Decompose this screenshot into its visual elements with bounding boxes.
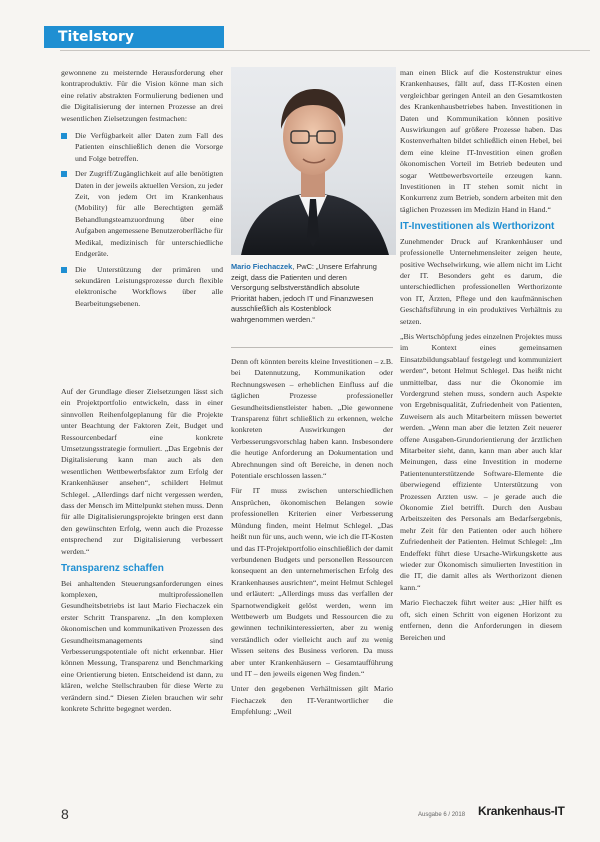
- column-1: [61, 67, 223, 315]
- bullet-item: Die Unterstützung der primären und sekundären Leistungsprozesse durch flexible elektronische Workflows über alle Bearbeitungsebenen.: [61, 264, 223, 310]
- body-paragraph: „Bis Wertschöpfung jedes einzelnen Projektes muss im Kontext eines gemeinsamen Einsatzbildungsablauf festgelegt und kommuniziert werden“, betont Helmut Schlegel. Das heißt nicht unmittelbar, dass nur die Ökonomie im Vordergrund stehen muss, sondern auch Aspekte von Ergebnisqualität, Zufriedenheit von Patienten, Zuweisern als auch Mitarbeitern müssen bewertet werden. „Wenn man aber die letzten Zeit neuerer offene Ausgaben-Grundorientierung der ärztlichen Mitarbeiter sieht, dann, kann man aber auch klar Meinungen, dass eine Investition in moderne Patientenunterstützende Software-Elemente die überwiegend effiziente Unterstützung von Prozessen Arzten usw. – je gerade auch die Ökonomie Ziel betrifft. Durch den Ausbau Arbeitszeiten des Personals am Bedarfsergebnis, mehr Zeit für den Patienten oder auch höhere Zufriedenheit der Patienten. Helmut Schlegel: „Im Endeffekt führt diese Ursache-Wirkungskette aus wieder zur Ökonomisch simulierten Investition in die IT, die damit alles als Werthorizont dienen kann.“: [400, 331, 562, 592]
- column-1-lower: [61, 386, 223, 718]
- photo-caption: [231, 262, 381, 326]
- portrait-illustration: [231, 67, 396, 255]
- section-title: Titelstory: [58, 29, 135, 45]
- body-paragraph: Für IT muss zwischen unterschiedlichen Ansprüchen, ökonomischen Belangen sowie professionellen Kriterien einer Verbesserung Mündung finden, meint Helmut Schlegel. „Das heißt nun für uns, auch wenn, wie ich die IT-Kosten und das IT-Projektportfolio einschließlich der damit verbundenen Budgets und personellen Ressourcen konsequent an den unternehmerischen Erfolg des Krankenhauses ausrichten“, meint Helmut Schlegel und erläutert: „Allerdings muss das verfallen der Sparnotwendigkeit gelöst werden, wenn im Wettbewerb um Budgets und Ressourcen die zu gewinnen technikinteressierten, aber zu wenig verständlich oder vielleicht auch auf zu wenig Wissen seitens des Business verloren. Da muss aber unter Krankenhäusern – Gesamtaufführung und IT – den jeweils eigenen Weg finden.“: [231, 486, 393, 678]
- body-paragraph: Zunehmender Druck auf Krankenhäuser und professionelle Unternehmensleiter zeigen heute, positive Wechselwirkung, wie allem nicht im Licht der IT. Besonders geht es darum, die unterschiedlichen professionellen Werthorizonte von IT, Ärzten, Pflege und den kaufmännischen Geschäftsführung in ein produktives Verhältnis zu setzen.: [400, 236, 562, 326]
- section-tag: [44, 26, 224, 48]
- subheading: IT-Investitionen als Werthorizont: [400, 221, 555, 233]
- portrait-photo: [231, 67, 396, 255]
- caption-rule: [231, 347, 393, 348]
- bullet-list: [61, 130, 223, 309]
- issue-label: Ausgabe 6 / 2018: [418, 812, 466, 818]
- column-3: [400, 67, 562, 647]
- body-paragraph: man einen Blick auf die Kostenstruktur eines Krankenhauses, fällt auf, dass IT-Kosten einen vergleichbar geringen Anteil an den Gesamtkosten des Krankenhausbetriebes haben. Investitionen in Daten und Kommunikation können positive Auswirkungen auf größere Prozesse haben. Das Kostenverhalten bildet schließlich einen Hebel, bei dem eine kleine IT-Investition einen großen ökonomischen Vorteil im Betrieb bedeuten und sogar Wettbewerbsvorteile erzeugen kann. Investitionen in IT stehen somit nicht in Konkurrenz zum Betrieb, sondern arbeiten mit den täglichen Prozessen im Medizin Hand in Hand.“: [400, 68, 562, 214]
- body-paragraph: Denn oft könnten bereits kleine Investitionen – z.B. bei Datennutzung, Kommunikation oder Rechnungswesen – erheblichen Einfluss auf die täglichen Prozesse professioneller Gesundheitsdienstleister haben. „Die gewonnene Transparenz führt schließlich zu erkennen, welche konkreten Auswirkungen der Verbesserungsvorschlag haben kann. Insbesondere die heutige Anforderung an Dokumentation und Abrechnungen sind oft Bereiche, in denen noch Potentiale erschlossen lassen.“: [231, 357, 393, 481]
- caption-name: Mario Fiechaczek: [231, 262, 293, 271]
- subheading: Transparenz schaffen: [61, 563, 164, 575]
- page-number: 8: [61, 806, 69, 822]
- intro-paragraph: gewonnene zu meisternde Herausforderung eher kontraproduktiv. Für die Vision könne man sich eine relativ abstrakten Formulierung bedienen und die Digitalisierung der internen Prozesse an drei wesentlichen Zielsetzungen festmachen:: [61, 68, 223, 123]
- bullet-item: Der Zugriff/Zugänglichkeit auf alle benötigten Daten in der jeweils aktuellen Version, zu jeder Zeit, von jedem Ort im Krankenhaus (Mobility) für alle Berechtigten gemäß Behandlungsteamzuordnung über eine Aufgaben angemessene Benutzeroberfläche für Medikal, medizinisch für unterschiedliche Endgeräte.: [61, 168, 223, 259]
- body-paragraph: Bei anhaltenden Steuerungsanforderungen eines komplexen, multiprofessionellen Gesundheitsbetriebs ist laut Mario Fiechaczek ein erster Schritt Transparenz. „In den komplexen ökonomischen und kommunikativen Prozessen des Gesundheitsmanagements sind Verbesserungspotentiale oft nicht erkennbar. Hier können Messung, Transparenz und Benchmarking eine Orientierung bieten. Entscheidend ist dann, zu klären, welche Stellschrauben für diese Werte zu verändern sind.“ Diesen Zielen brauchen wir sehr konkrete Schritte begegnet werden.: [61, 578, 223, 713]
- body-paragraph: Mario Fiechaczek führt weiter aus: „Hier hilft es oft, sich einen Schritt von eigenen Horizont zu entfernen, denn die Anforderungen in diesem Bereichen und: [400, 598, 562, 642]
- caption-org: , PwC:: [292, 262, 314, 271]
- brand-logo: Krankenhaus-IT: [478, 804, 565, 818]
- bullet-item: Die Verfügbarkeit aller Daten zum Fall des Patienten einschließlich denen die Vorsorge und Folge betreffen.: [61, 130, 223, 164]
- column-2: [231, 356, 393, 722]
- caption-quote: „Unsere Erfahrung zeigt, dass die Patienten und deren Versorgung selbstverständlich absolute Priorität haben, jedoch IT und Finanzwesen ausschließlich als Kostenblock wahrgenommen werden.“: [231, 262, 377, 324]
- body-paragraph: Auf der Grundlage dieser Zielsetzungen lässt sich ein Projektportfolio entwickeln, dass in einer sinnvollen Reihenfolgeplanung für die Projekte unter Beachtung der Faktoren Zeit, Budget und Ressourcenbedarf eine konkrete Umsetzungsstrategie formuliert. „Das Ergebnis der Digitalisierung kann man auch als den wesentlichen Wettbewerbsfaktor zum Erfolg der Krankenhäuser ansehen“, schildert Helmut Schlegel. „Allerdings darf nicht vergessen werden, dass der Mensch im Mittelpunkt stehen muss. Denn für alle Digitalisierungsprojekte bringen erst dann den gewünschten Erfolg, wenn auch die Prozesse entsprechend zur Digitalisierung verbessert werden.“: [61, 387, 223, 556]
- body-paragraph: Unter den gegebenen Verhältnissen gilt Mario Fiechaczek den IT-Verantwortlicher die Empfehlung: „Weil: [231, 684, 393, 717]
- header-rule: [60, 50, 590, 51]
